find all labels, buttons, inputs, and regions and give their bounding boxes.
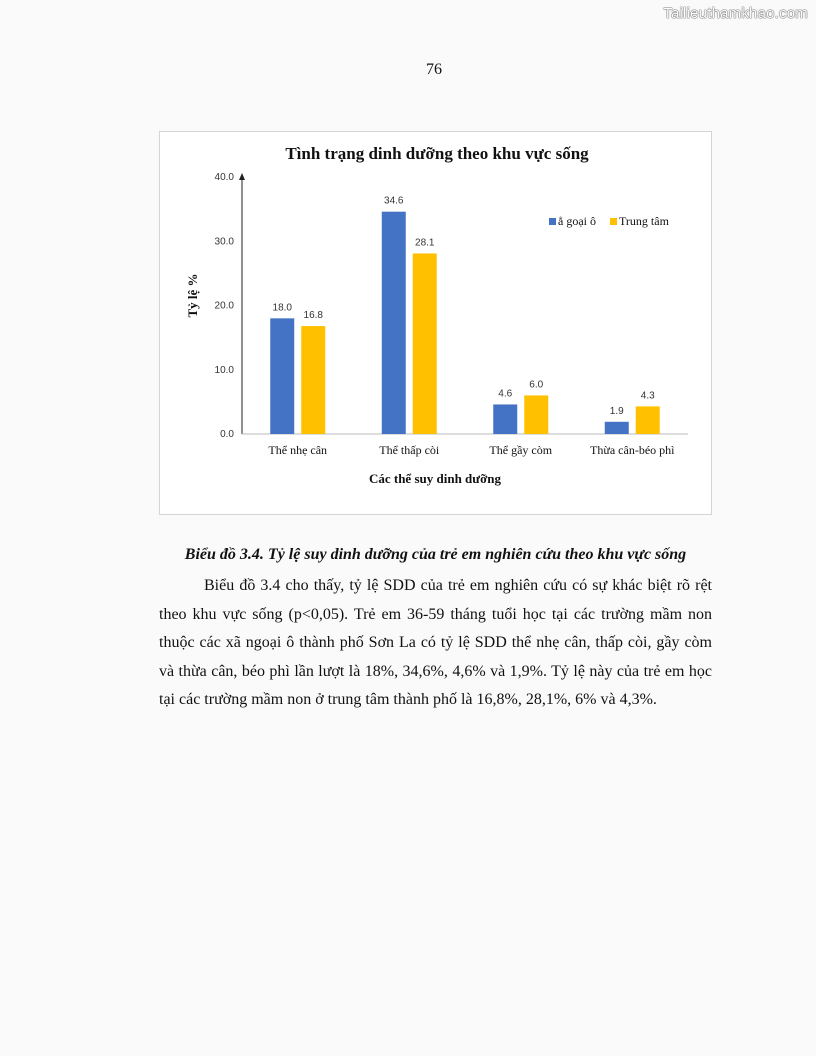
page-blank-area (0, 720, 816, 1050)
x-tick-label: Thể gầy còm (489, 443, 553, 457)
x-tick-label: Thể thấp còi (379, 443, 440, 457)
bar-chart (160, 132, 713, 516)
x-tick-label: Thừa cân-béo phì (590, 443, 675, 457)
bar (636, 406, 660, 434)
figure-caption: Biểu đồ 3.4. Tỷ lệ suy dinh dưỡng của trẻ em nghiên cứu theo khu vực sống (184, 546, 687, 563)
legend-swatch (610, 218, 617, 225)
legend-label: ẳ goại ô (558, 214, 596, 228)
chart-frame (159, 131, 712, 515)
y-tick-label: 20.0 (214, 300, 234, 312)
legend-label: Trung tâm (619, 214, 669, 228)
y-axis-arrow (239, 173, 245, 180)
y-tick-label: 10.0 (214, 364, 234, 376)
data-label: 1.9 (609, 405, 624, 417)
bar (413, 253, 437, 434)
chart-title: Tình trạng dinh dưỡng theo khu vực sống (285, 144, 589, 163)
data-label: 34.6 (384, 195, 404, 207)
x-tick-label: Thể nhẹ cân (268, 443, 328, 457)
data-label: 18.0 (272, 302, 292, 314)
legend-swatch (549, 218, 556, 225)
bar (605, 422, 629, 434)
x-axis-label: Các thể suy dinh dưỡng (368, 471, 502, 486)
y-axis-label: Tỷ lệ % (185, 273, 200, 318)
y-tick-label: 30.0 (214, 236, 234, 248)
bar (493, 404, 517, 434)
data-label: 4.3 (640, 390, 655, 402)
data-label: 28.1 (415, 237, 435, 249)
body-paragraph: Biểu đồ 3.4 cho thấy, tỷ lệ SDD của trẻ em nghiên cứu có sự khác biệt rõ rệt theo khu vực sống (p<0,05). Trẻ em 36-59 tháng tuổi học tại các trường mầm non thuộc các xã ngoại ô thành phố Sơn La có tỷ lệ SDD thể nhẹ cân, thấp còi, gầy còm và thừa cân, béo phì lần lượt là 18%, 34,6%, 4,6% và 1,9%. Tỷ lệ này của trẻ em học tại các trường mầm non ở trung tâm thành phố là 16,8%, 28,1%, 6% và 4,3%. (159, 577, 712, 708)
bar (524, 395, 548, 434)
data-label: 16.8 (303, 310, 323, 322)
bar (270, 318, 294, 434)
bar (301, 326, 325, 434)
data-label: 4.6 (498, 388, 513, 400)
y-tick-label: 0.0 (220, 429, 234, 440)
page-number: 76 (426, 61, 442, 78)
watermark: Tailieuthamkhao.com (663, 5, 808, 22)
y-tick-label: 40.0 (214, 172, 234, 183)
data-label: 6.0 (529, 379, 544, 391)
bar (382, 212, 406, 434)
